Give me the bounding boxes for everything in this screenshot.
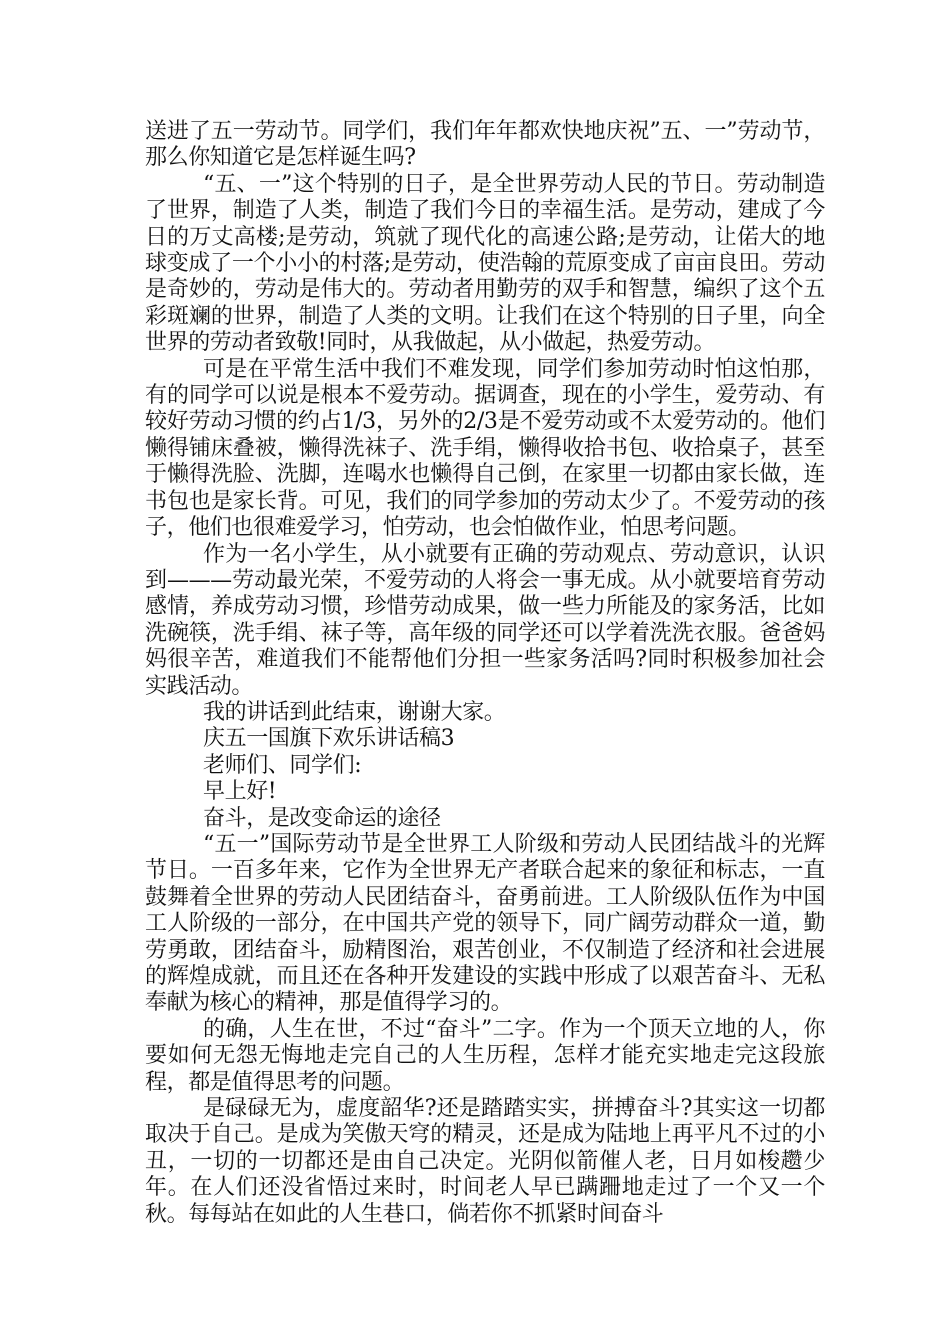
closing-line: 我的讲话到此结束，谢谢大家。: [203, 699, 506, 725]
paragraph-3: 可是在平常生活中我们不难发现，同学们参加劳动时怕这怕那，有的同学可以说是根本不爱劳动。据调查，现在的小学生，爱劳动、有较好劳动习惯的约占1/3，另外的2/3是不爱劳动或不太爱劳动的。他们懒得铺床叠被，懒得洗袜子、洗手绢，懒得收拾书包、收拾桌子，甚至于懒得洗脸、洗脚，连喝水也懒得自己倒，在家里一切都由家长做，连书包也是家长背。可见，我们的同学参加的劳动太少了。不爱劳动的孩子，他们也很难爱学习，怕劳动，也会怕做作业，怕思考问题。: [145, 356, 825, 541]
document-body: [145, 119, 825, 1228]
paragraph-2: “五、一”这个特别的日子，是全世界劳动人民的节日。劳动制造了世界，制造了人类，制造了我们今日的幸福生活。是劳动，建成了今日的万丈高楼;是劳动，筑就了现代化的高速公路;是劳动，让偌大的地球变成了一个小小的村落;是劳动，使浩翰的荒原变成了亩亩良田。劳动是奇妙的，劳动是伟大的。劳动者用勤劳的双手和智慧，编织了这个五彩斑斓的世界，制造了人类的文明。让我们在这个特别的日子里，向全世界的劳动者致敬!同时，从我做起，从小做起，热爱劳动。: [145, 171, 825, 356]
speech-title: 庆五一国旗下欢乐讲话稿3: [203, 726, 455, 752]
paragraph-7: 是碌碌无为，虚度韶华?还是踏踏实实，拼搏奋斗?其实这一切都取决于自己。是成为笑傲天穹的精灵，还是成为陆地上再平凡不过的小丑，一切的一切都还是由自己决定。光阴似箭催人老，日月如梭趱少年。在人们还没省悟过来时，时间老人早已蹒跚地走过了一个又一个秋。每每站在如此的人生巷口，倘若你不抓紧时间奋斗: [145, 1096, 825, 1227]
section-heading: 奋斗，是改变命运的途径: [203, 805, 441, 831]
paragraph-4: 作为一名小学生，从小就要有正确的劳动观点、劳动意识，认识到———劳动最光荣，不爱劳动的人将会一事无成。从小就要培育劳动感情，养成劳动习惯，珍惜劳动成果，做一些力所能及的家务活，比如洗碗筷，洗手绢、袜子等，高年级的同学还可以学着洗洗衣服。爸爸妈妈很辛苦，难道我们不能帮他们分担一些家务活吗?同时积极参加社会实践活动。: [145, 541, 825, 699]
paragraph-5: “五一”国际劳动节是全世界工人阶级和劳动人民团结战斗的光辉节日。一百多年来，它作为全世界无产者联合起来的象征和标志，一直鼓舞着全世界的劳动人民团结奋斗，奋勇前进。工人阶级队伍作为中国工人阶级的一部分，在中国共产党的领导下，同广阔劳动群众一道，勤劳勇敢，团结奋斗，励精图治，艰苦创业，不仅制造了经济和社会进展的辉煌成就，而且还在各种开发建设的实践中形成了以艰苦奋斗、无私奉献为核心的精神，那是值得学习的。: [145, 831, 825, 1016]
greeting: 早上好!: [203, 779, 277, 805]
salutation: 老师们、同学们:: [203, 752, 362, 778]
paragraph-1: 送进了五一劳动节。同学们，我们年年都欢快地庆祝”五、一”劳动节，那么你知道它是怎样诞生吗?: [145, 119, 825, 171]
paragraph-6: 的确，人生在世，不过“奋斗”二字。作为一个顶天立地的人，你要如何无怨无悔地走完自己的人生历程，怎样才能充实地走完这段旅程，都是值得思考的问题。: [145, 1016, 825, 1095]
